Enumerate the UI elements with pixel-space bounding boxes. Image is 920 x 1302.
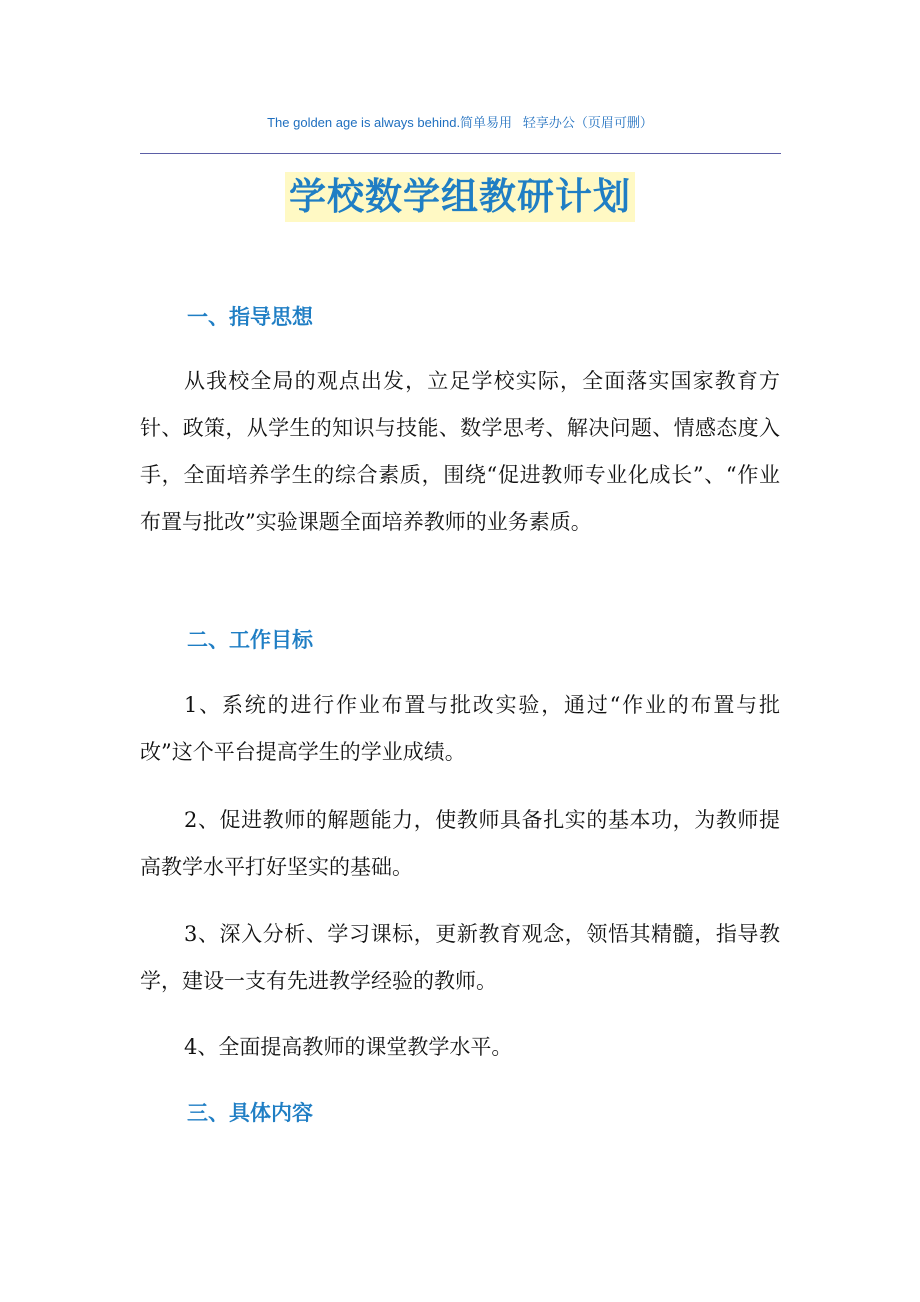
paragraph-goal-2: 2、促进教师的解题能力，使教师具备扎实的基本功，为教师提高教学水平打好坚实的基础。 bbox=[140, 808, 780, 879]
section-heading-specific-content: 三、具体内容 bbox=[187, 1101, 313, 1125]
document-title: 学校数学组教研计划 bbox=[285, 172, 635, 222]
section-heading-guiding-ideology: 一、指导思想 bbox=[187, 305, 313, 329]
paragraph-goal-4: 4、全面提高教师的课堂教学水平。 bbox=[184, 1035, 513, 1059]
page-header-text: The golden age is always behind.简单易用 轻享办公（页眉可删） bbox=[267, 115, 653, 130]
paragraph-guiding-ideology: 从我校全局的观点出发，立足学校实际，全面落实国家教育方针、政策，从学生的知识与技能、数学思考、解决问题、情感态度入手，全面培养学生的综合素质，围绕“促进教师专业化成长”、“作业布置与批改”实验课题全面培养教师的业务素质。 bbox=[140, 369, 780, 534]
paragraph-goal-1: 1、系统的进行作业布置与批改实验，通过“作业的布置与批改”这个平台提高学生的学业成绩。 bbox=[140, 693, 780, 764]
paragraph-goal-3: 3、深入分析、学习课标，更新教育观念，领悟其精髓，指导教学，建设一支有先进教学经验的教师。 bbox=[140, 922, 780, 993]
header-divider bbox=[140, 153, 781, 154]
section-heading-work-goals: 二、工作目标 bbox=[187, 628, 313, 652]
title-container bbox=[0, 172, 920, 222]
